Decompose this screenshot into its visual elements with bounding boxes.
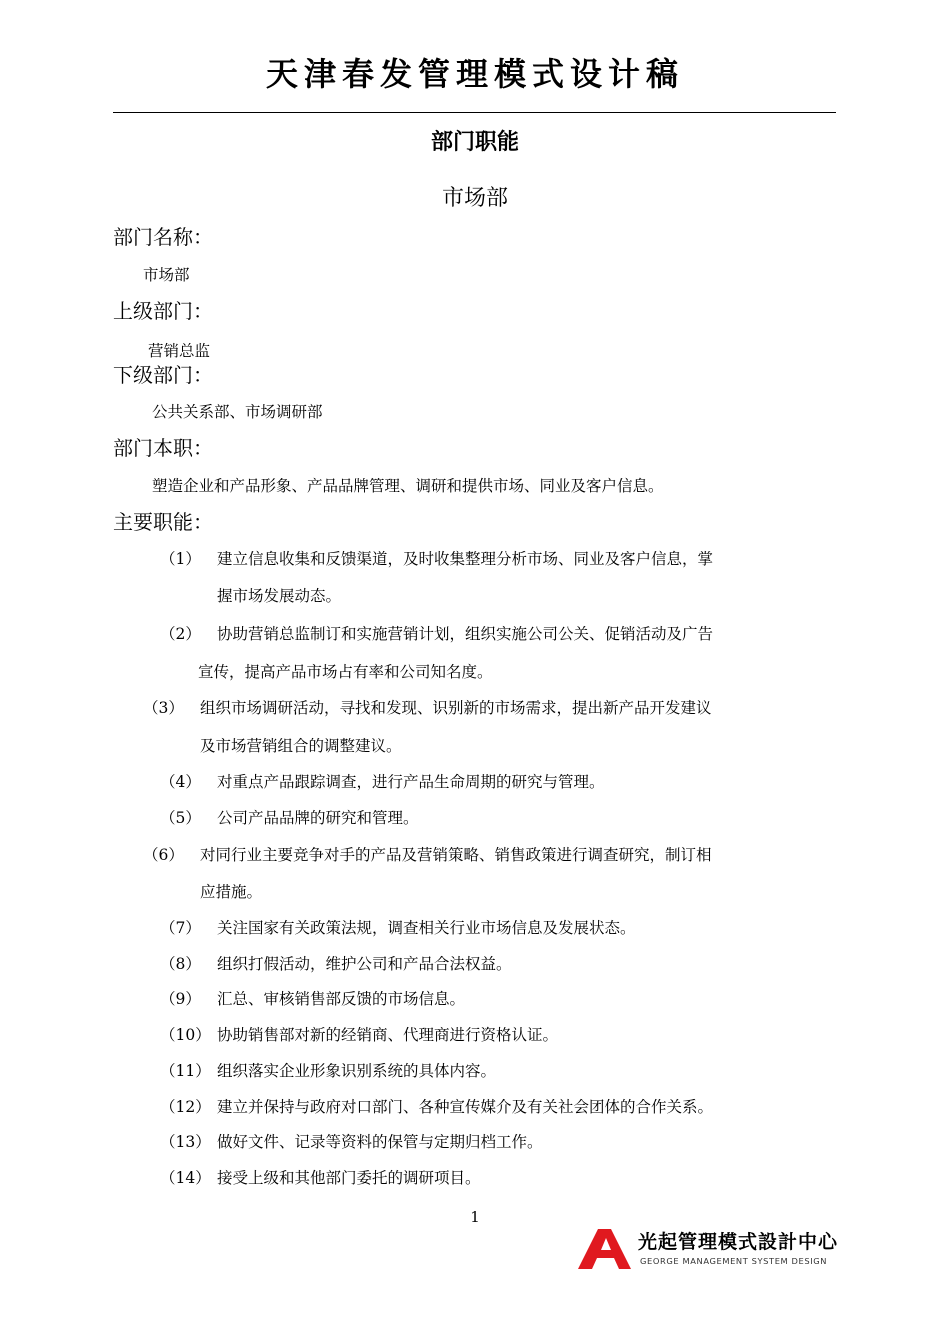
duty-text: 协助销售部对新的经销商、代理商进行资格认证。 xyxy=(217,1026,559,1044)
duty-number: （13） xyxy=(160,1133,211,1151)
duty-number: （3） xyxy=(143,699,184,717)
duty-text: 对同行业主要竞争对手的产品及营销策略、销售政策进行调查研究，制订相 xyxy=(200,846,712,864)
duty-number: （14） xyxy=(160,1169,211,1187)
duty-number: （6） xyxy=(143,846,184,864)
superior-label: 上级部门： xyxy=(113,299,213,323)
duty-number: （2） xyxy=(160,625,201,643)
duty-label: 部门本职： xyxy=(113,436,213,460)
duty-number: （4） xyxy=(160,773,201,791)
dept-name-label: 部门名称： xyxy=(113,225,213,249)
duty-text: 对重点产品跟踪调查，进行产品生命周期的研究与管理。 xyxy=(217,773,605,791)
duty-number: （11） xyxy=(160,1062,211,1080)
duty-text: 接受上级和其他部门委托的调研项目。 xyxy=(217,1169,481,1187)
title-divider xyxy=(113,112,836,113)
subordinate-value: 公共关系部、市场调研部 xyxy=(152,403,323,421)
duty-text: 公司产品品牌的研究和管理。 xyxy=(217,809,419,827)
duty-number: （8） xyxy=(160,955,201,973)
logo-a-icon xyxy=(576,1228,632,1270)
logo-chinese-name: 光起管理模式設計中心 xyxy=(638,1231,839,1253)
logo-english-name: GEORGE MANAGEMENT SYSTEM DESIGN xyxy=(640,1256,828,1266)
page-number: 1 xyxy=(470,1208,480,1226)
duty-text: 关注国家有关政策法规，调查相关行业市场信息及发展状态。 xyxy=(217,919,636,937)
duty-text: 组织打假活动，维护公司和产品合法权益。 xyxy=(217,955,512,973)
duty-text-continued: 握市场发展动态。 xyxy=(217,587,342,605)
duty-text: 汇总、审核销售部反馈的市场信息。 xyxy=(217,990,466,1008)
duty-number: （10） xyxy=(160,1026,211,1044)
document-title: 天津春发管理模式设计稿 xyxy=(265,55,684,93)
duty-text: 组织市场调研活动，寻找和发现、识别新的市场需求，提出新产品开发建议 xyxy=(200,699,712,717)
section-title: 部门职能 xyxy=(430,130,519,155)
duty-number: （7） xyxy=(160,919,201,937)
subordinate-label: 下级部门： xyxy=(113,363,213,387)
duty-text: 协助营销总监制订和实施营销计划，组织实施公司公关、促销活动及广告 xyxy=(217,625,714,643)
duty-text: 组织落实企业形象识别系统的具体内容。 xyxy=(217,1062,497,1080)
duty-value: 塑造企业和产品形象、产品品牌管理、调研和提供市场、同业及客户信息。 xyxy=(152,477,664,495)
duty-text-continued: 宣传，提高产品市场占有率和公司知名度。 xyxy=(198,663,493,681)
duty-number: （5） xyxy=(160,809,201,827)
superior-value: 营销总监 xyxy=(148,342,211,360)
company-logo xyxy=(576,1228,846,1272)
duty-number: （1） xyxy=(160,550,201,568)
duty-number: （9） xyxy=(160,990,201,1008)
department-title: 市场部 xyxy=(441,186,508,211)
duty-text: 建立信息收集和反馈渠道，及时收集整理分析市场、同业及客户信息，掌 xyxy=(217,550,714,568)
duty-text: 做好文件、记录等资料的保管与定期归档工作。 xyxy=(217,1133,543,1151)
duty-text-continued: 及市场营销组合的调整建议。 xyxy=(200,737,402,755)
main-duties-label: 主要职能： xyxy=(113,510,213,534)
dept-name-value: 市场部 xyxy=(143,266,190,284)
duty-number: （12） xyxy=(160,1098,211,1116)
duty-text-continued: 应措施。 xyxy=(200,883,263,901)
duty-text: 建立并保持与政府对口部门、各种宣传媒介及有关社会团体的合作关系。 xyxy=(217,1098,714,1116)
